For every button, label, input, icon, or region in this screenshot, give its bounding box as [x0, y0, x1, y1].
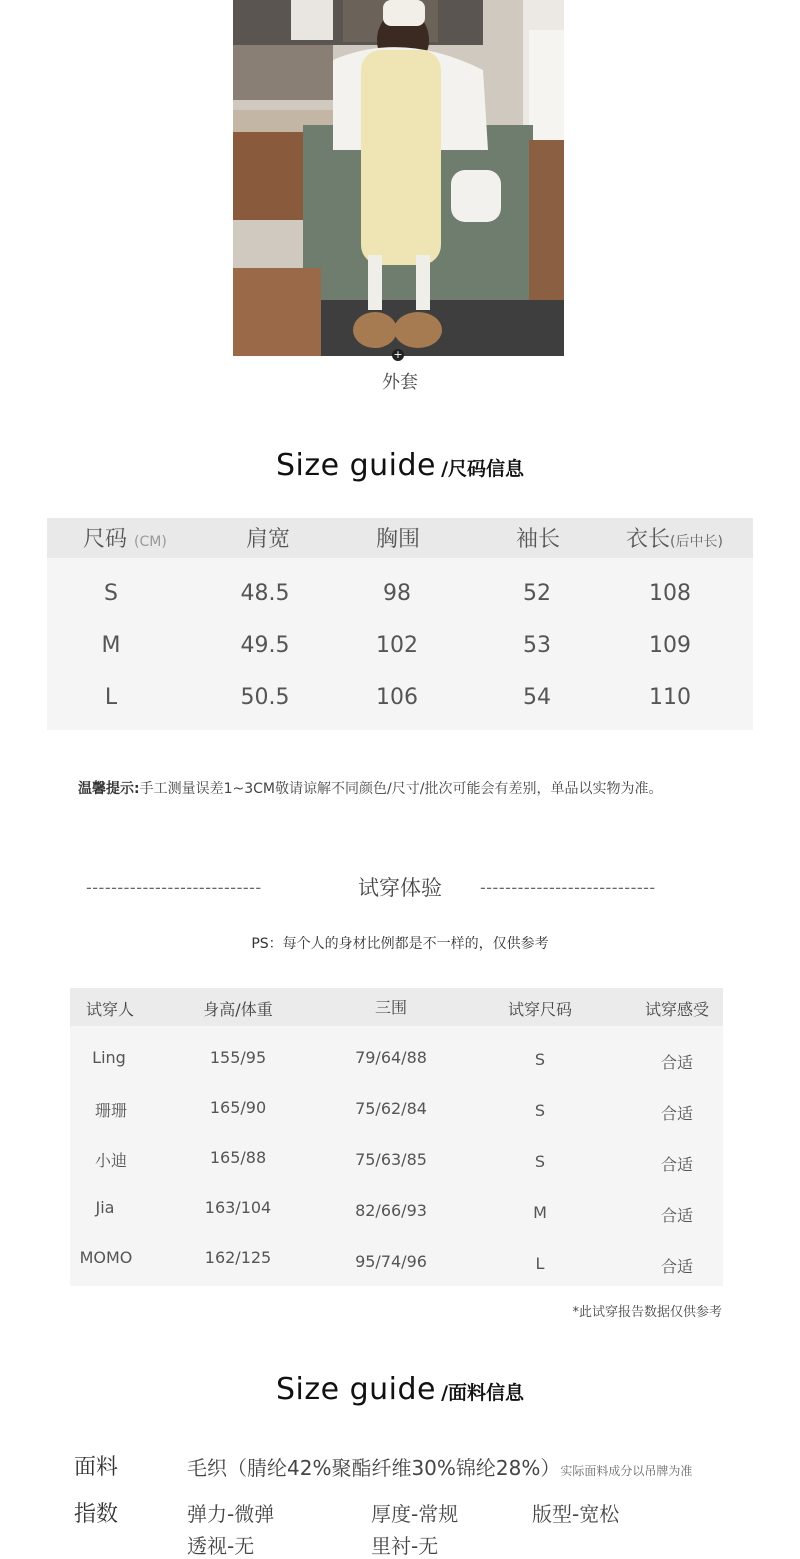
cell-chest: 98: [383, 581, 411, 606]
header-unit: (CM): [134, 534, 167, 550]
header-size: 尺码 (CM): [83, 527, 167, 552]
notice-text: 手工测量误差1~3CM敬请谅解不同颜色/尺寸/批次可能会有差别，单品以实物为准。: [139, 781, 663, 797]
cell-tester: Jia: [95, 1198, 115, 1217]
header-trial-size: 试穿尺码: [507, 1000, 572, 1019]
header-tester: 试穿人: [85, 1000, 134, 1019]
divider-left: ----------------------------: [86, 878, 262, 897]
trial-table-header: [70, 988, 723, 1026]
cell-trial-size: S: [534, 1152, 546, 1171]
size-table: [47, 518, 753, 730]
fabric-guide-title: [0, 1372, 800, 1407]
trial-table: [70, 988, 723, 1286]
cell-shoulder: 50.5: [240, 685, 290, 710]
cell-height-weight: 155/95: [209, 1048, 267, 1067]
plus-icon[interactable]: +: [393, 348, 403, 361]
cell-height-weight: 165/88: [209, 1148, 267, 1167]
cell-size: S: [104, 581, 118, 606]
cell-shoulder: 49.5: [240, 633, 290, 658]
fabric-guide-title-cn: /面料信息: [441, 1382, 525, 1404]
trial-title: 试穿体验: [358, 876, 442, 900]
cell-feeling: 合适: [660, 1206, 693, 1225]
header-length: 衣长(后中长): [626, 527, 723, 552]
cell-feeling: 合适: [660, 1053, 693, 1072]
cell-measurements: 79/64/88: [355, 1048, 427, 1067]
cell-tester: MOMO: [79, 1248, 133, 1267]
cell-height-weight: 165/90: [209, 1098, 267, 1117]
cell-shoulder: 48.5: [240, 581, 290, 606]
header-feeling: 试穿感受: [644, 1000, 709, 1019]
index-label: 指数: [74, 1502, 119, 1527]
header-measurements: 三围: [374, 998, 407, 1017]
size-table-header: [47, 518, 753, 558]
cell-trial-size: M: [533, 1203, 547, 1222]
cell-sleeve: 53: [523, 633, 551, 658]
index-thickness: 厚度-常规: [371, 1502, 459, 1526]
cell-measurements: 75/63/85: [355, 1150, 427, 1169]
cell-trial-size: L: [535, 1254, 545, 1273]
cell-sleeve: 54: [523, 685, 551, 710]
fabric-value: [187, 1452, 692, 1481]
header-shoulder: 肩宽: [245, 527, 290, 552]
fabric-label: 面料: [74, 1455, 119, 1480]
header-height-weight: 身高/体重: [203, 1000, 273, 1019]
index-lining: 里衬-无: [371, 1534, 439, 1558]
cell-measurements: 75/62/84: [355, 1099, 427, 1118]
cell-length: 110: [649, 685, 691, 710]
notice-label: 温馨提示:: [78, 781, 140, 797]
fabric-composition: 毛织（腈纶42%聚酯纤维30%锦纶28%）: [187, 1456, 561, 1480]
size-guide-title-en: Size guide: [275, 448, 436, 483]
fabric-note: 实际面料成分以吊牌为准: [560, 1464, 693, 1478]
cell-sleeve: 52: [523, 581, 551, 606]
cell-length: 108: [649, 581, 691, 606]
divider-right: ----------------------------: [480, 878, 656, 897]
cell-tester: 珊珊: [94, 1101, 127, 1120]
cell-chest: 102: [376, 633, 418, 658]
product-photo: [233, 0, 564, 356]
index-elasticity: 弹力-微弹: [187, 1502, 275, 1526]
trial-footnote: *此试穿报告数据仅供参考: [572, 1305, 722, 1320]
index-fit: 版型-宽松: [532, 1502, 620, 1526]
cell-chest: 106: [376, 685, 418, 710]
cell-trial-size: S: [534, 1050, 546, 1069]
photo-caption: 外套: [382, 372, 418, 393]
cell-length: 109: [649, 633, 691, 658]
cell-trial-size: S: [534, 1101, 546, 1120]
index-transparency: 透视-无: [187, 1534, 255, 1558]
size-guide-title-cn: /尺码信息: [441, 458, 525, 480]
cell-measurements: 82/66/93: [355, 1201, 427, 1220]
cell-size: M: [101, 633, 121, 658]
cell-height-weight: 163/104: [204, 1198, 272, 1217]
notice: [78, 778, 662, 798]
header-sleeve: 袖长: [515, 527, 560, 552]
cell-tester: 小迪: [94, 1151, 127, 1170]
fabric-guide-title-en: Size guide: [275, 1372, 436, 1407]
ps-note: PS：每个人的身材比例都是不一样的，仅供参考: [251, 936, 549, 952]
cell-feeling: 合适: [660, 1257, 693, 1276]
cell-height-weight: 162/125: [204, 1248, 272, 1267]
cell-measurements: 95/74/96: [355, 1252, 427, 1271]
size-guide-title: [0, 448, 800, 483]
cell-tester: Ling: [92, 1048, 126, 1067]
cell-size: L: [104, 685, 118, 710]
cell-feeling: 合适: [660, 1104, 693, 1123]
cell-feeling: 合适: [660, 1155, 693, 1174]
header-length-note: (后中长): [670, 534, 723, 550]
header-chest: 胸围: [375, 527, 420, 552]
